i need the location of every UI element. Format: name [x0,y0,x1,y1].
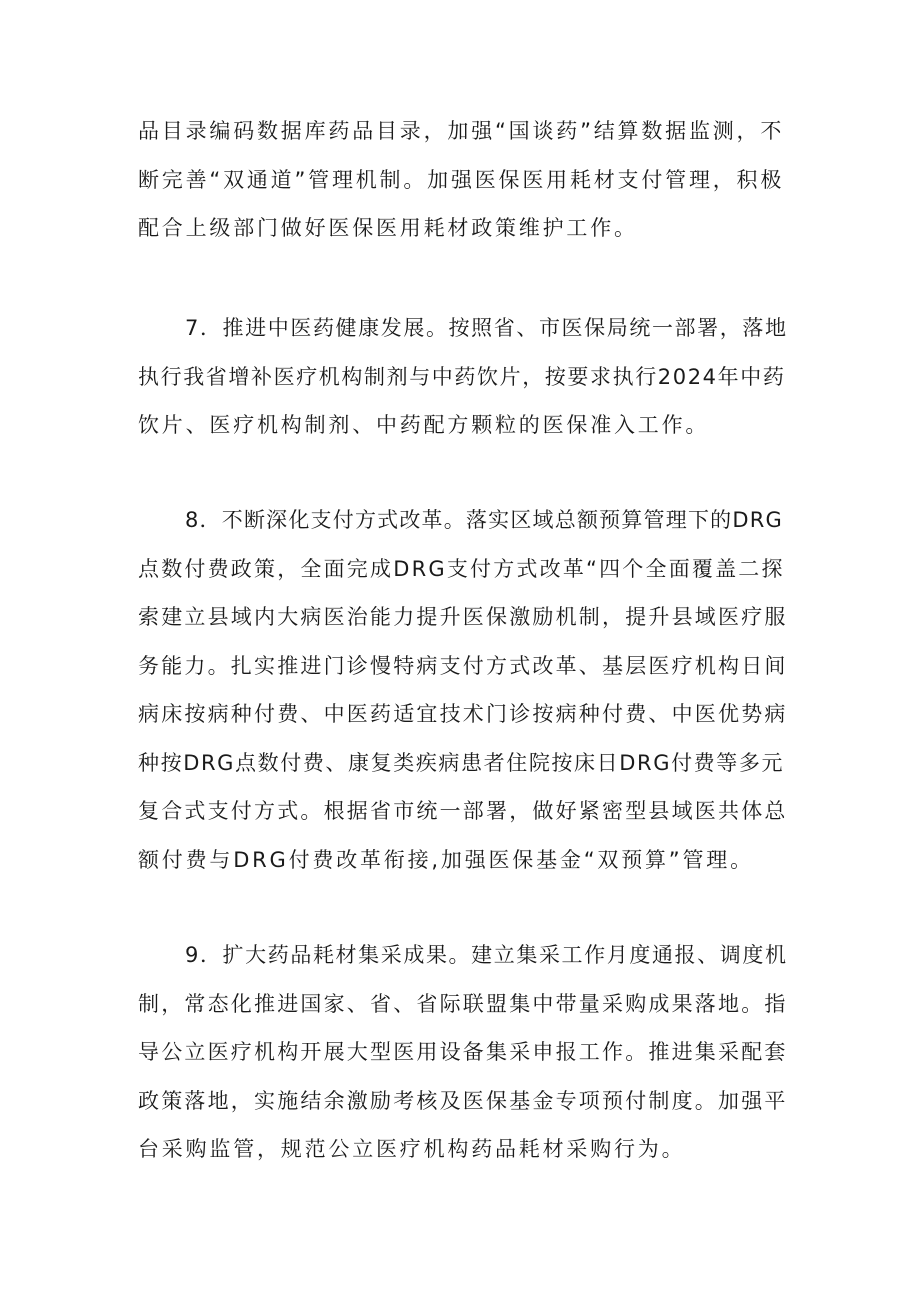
text-line: 点数付费政策，全面完成DRG支付方式改革“四个全面覆盖二探 [138,556,785,581]
text-line: 额付费与DRG付费改革衔接,加强医保基金“双预算”管理。 [138,847,754,872]
text-line: 政策落地，实施结余激励考核及医保基金专项预付制度。加强平 [138,1088,788,1113]
text-line: 制，常态化推进国家、省、省际联盟集中带量采购成果落地。指 [138,991,788,1016]
text-line: 执行我省增补医疗机构制剂与中药饮片，按要求执行2024年中药 [138,364,786,389]
paragraph-item-7 [138,304,788,450]
text-line: 9．扩大药品耗材集采成果。建立集采工作月度通报、调度机 [185,943,788,967]
text-line: 8．不断深化支付方式改革。落实区域总额预算管理下的DRG [185,508,783,532]
text-line: 导公立医疗机构开展大型医用设备集采申报工作。推进集采配套 [138,1040,788,1064]
text-line: 种按DRG点数付费、康复类疾病患者住院按床日DRG付费等多元 [138,750,785,775]
paragraph-drug-catalog-continuation [138,107,788,253]
text-line: 复合式支付方式。根据省市统一部署，做好紧密型县域医共体总 [138,799,788,823]
text-line: 病床按病种付费、中医药适宜技术门诊按病种付费、中医优势病 [138,702,788,726]
text-line: 配合上级部门做好医保医用耗材政策维护工作。 [138,216,638,240]
text-line: 饮片、医疗机构制剂、中药配方颗粒的医保准入工作。 [138,413,710,437]
text-line: 品目录编码数据库药品目录，加强“国谈药”结算数据监测，不 [138,119,785,143]
paragraph-item-8 [138,496,788,884]
paragraph-item-9 [138,931,788,1174]
text-line: 7．推进中医药健康发展。按照省、市医保局统一部署，落地 [185,316,788,340]
text-line: 务能力。扎实推进门诊慢特病支付方式改革、基层医疗机构日间 [138,653,788,678]
text-line: 索建立县域内大病医治能力提升医保激励机制，提升县域医疗服 [138,605,788,629]
text-line: 台采购监管，规范公立医疗机构药品耗材采购行为。 [138,1137,686,1161]
text-line: 断完善“双通道”管理机制。加强医保医用耗材支付管理，积极 [138,167,785,192]
